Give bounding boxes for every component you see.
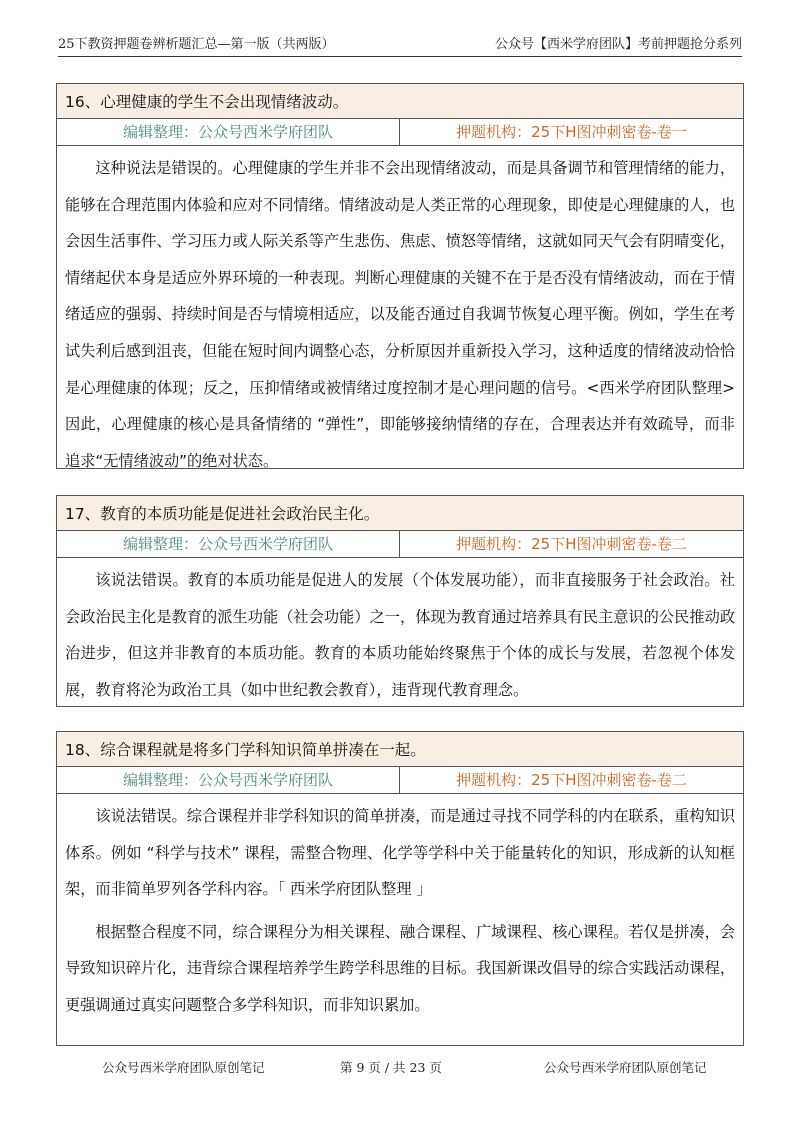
- footer-left-text: 公众号西米学府团队原创笔记: [102, 1060, 265, 1075]
- question-card-18: [56, 731, 744, 1046]
- page-header: [58, 34, 742, 57]
- header-right-text: 公众号【西米学府团队】考前押题抢分系列: [494, 37, 742, 52]
- question-meta-row: [57, 119, 743, 146]
- answer-paragraph: 该说法错误。教育的本质功能是促进人的发展（个体发展功能），而非直接服务于社会政治。社会政治民主化是教育的派生功能（社会功能）之一，体现为教育通过培养具有民主意识的公民推动政治进步，但这并非教育的本质功能。教育的本质功能始终聚焦于个体的成长与发展，若忽视个体发展，教育将沦为政治工具（如中世纪教会教育），违背现代教育理念。: [65, 571, 735, 699]
- question-title: 16、心理健康的学生不会出现情绪波动。: [57, 84, 743, 119]
- footer-right-text: 公众号西米学府团队原创笔记: [544, 1060, 707, 1075]
- question-title: 18、综合课程就是将多门学科知识简单拼凑在一起。: [57, 732, 743, 767]
- answer-body: [57, 558, 743, 712]
- question-meta-row: [57, 531, 743, 558]
- header-left-text: 25下教资押题卷辨析题汇总—第一版（共两版）: [58, 37, 335, 52]
- page-number: 第 9 页 / 共 23 页: [340, 1060, 442, 1075]
- editor-credit: 编辑整理：公众号西米学府团队: [57, 119, 400, 145]
- answer-paragraph: 该说法错误。综合课程并非学科知识的简单拼凑，而是通过寻找不同学科的内在联系，重构知识体系。例如 “科学与技术” 课程，需整合物理、化学等学科中关于能量转化的知识，形成新的认知框架，而非简单罗列各学科内容。「 西米学府团队整理 」: [65, 807, 735, 899]
- answer-paragraph: 根据整合程度不同，综合课程分为相关课程、融合课程、广域课程、核心课程。若仅是拼凑，会导致知识碎片化，违背综合课程培养学生跨学科思维的目标。我国新课改倡导的综合实践活动课程，更强调通过真实问题整合多学科知识，而非知识累加。: [65, 922, 735, 1014]
- answer-paragraph: 这种说法是错误的。心理健康的学生并非不会出现情绪波动，而是具备调节和管理情绪的能力，能够在合理范围内体验和应对不同情绪。情绪波动是人类正常的心理现象，即使是心理健康的人，也会因生活事件、学习压力或人际关系等产生悲伤、焦虑、愤怒等情绪，这就如同天气会有阴晴变化，情绪起伏本身是适应外界环境的一种表现。判断心理健康的关键不在于是否没有情绪波动，而在于情绪适应的强弱、持续时间是否与情境相适应，以及能否通过自我调节恢复心理平衡。例如，学生在考试失利后感到沮丧，但能在短时间内调整心态，分析原因并重新投入学习，这种适度的情绪波动恰恰是心理健康的体现；反之，压抑情绪或被情绪过度控制才是心理问题的信号。<西米学府团队整理>因此，心理健康的核心是具备情绪的 “弹性”，即能够接纳情绪的存在，合理表达并有效疏导，而非追求“无情绪波动”的绝对状态。: [65, 159, 735, 470]
- question-card-17: [56, 495, 744, 707]
- editor-credit: 编辑整理：公众号西米学府团队: [57, 531, 400, 557]
- answer-body: [57, 146, 743, 483]
- answer-body: [57, 794, 743, 1028]
- source-org: 押题机构：25下H图冲刺密卷-卷二: [456, 535, 687, 553]
- source-org: 押题机构：25下H图冲刺密卷-卷一: [456, 123, 687, 141]
- page-footer: [0, 1058, 800, 1078]
- question-title: 17、教育的本质功能是促进社会政治民主化。: [57, 496, 743, 531]
- editor-credit: 编辑整理：公众号西米学府团队: [57, 767, 400, 793]
- question-card-16: [56, 83, 744, 469]
- source-org: 押题机构：25下H图冲刺密卷-卷二: [456, 771, 687, 789]
- question-meta-row: [57, 767, 743, 794]
